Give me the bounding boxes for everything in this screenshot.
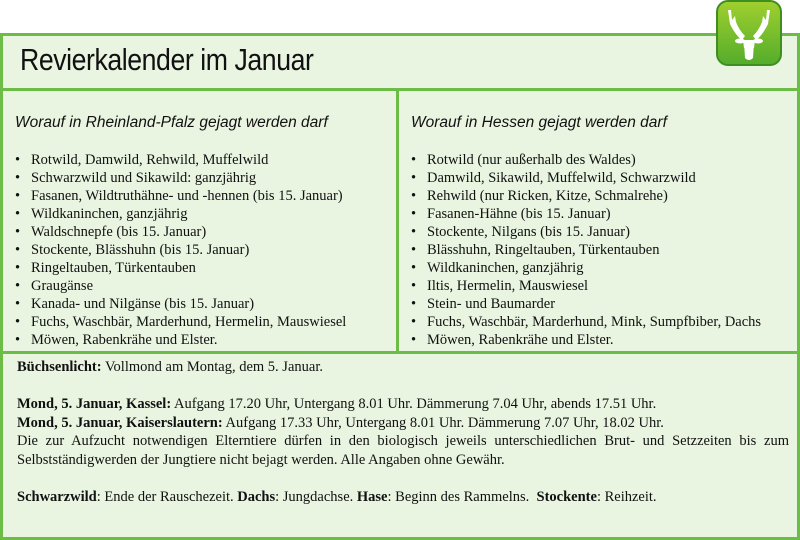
- label: Büchsenlicht:: [17, 359, 102, 375]
- buechsenlicht-line: [17, 358, 789, 377]
- list-item: • Fuchs, Waschbär, Marderhund, Mink, Sumpfbiber, Dachs: [411, 313, 761, 331]
- list-item: • Rehwild (nur Ricken, Kitze, Schmalrehe): [411, 187, 761, 205]
- wildlife-notes: [17, 488, 789, 507]
- title-row: [3, 36, 797, 91]
- label: Mond, 5. Januar, Kaiserslautern:: [17, 414, 223, 431]
- hessen-list: [411, 151, 761, 349]
- list-item: • Blässhuhn, Ringeltauben, Türkentauben: [411, 241, 761, 259]
- hessen-heading: Worauf in Hessen gejagt werden darf: [411, 114, 667, 131]
- text: Aufgang 17.20 Uhr, Untergang 8.01 Uhr. Dämmerung 7.04 Uhr, abends 17.51 Uhr.: [171, 396, 657, 412]
- list-item: • Stockente, Blässhuhn (bis 15. Januar): [15, 241, 346, 259]
- list-item: • Fasanen-Hähne (bis 15. Januar): [411, 205, 761, 223]
- list-item: • Rotwild, Damwild, Rehwild, Muffelwild: [15, 151, 346, 169]
- list-item: • Iltis, Hermelin, Mauswiesel: [411, 277, 761, 295]
- list-item: • Stein- und Baumarder: [411, 295, 761, 313]
- label: Mond, 5. Januar, Kassel:: [17, 396, 172, 412]
- list-item: • Damwild, Sikawild, Muffelwild, Schwarzwild: [411, 169, 761, 187]
- rlp-list: [15, 151, 346, 349]
- list-item: • Kanada- und Nilgänse (bis 15. Januar): [15, 295, 346, 313]
- calendar-box: [0, 33, 800, 540]
- list-item: • Möwen, Rabenkrähe und Elster.: [15, 331, 346, 349]
- text: Aufgang 17.33 Uhr, Untergang 8.01 Uhr. Dämmerung 7.07 Uhr, 18.02 Uhr.: [222, 414, 664, 431]
- rlp-heading: Worauf in Rheinland-Pfalz gejagt werden darf: [15, 114, 328, 131]
- label: Dachs: [237, 488, 276, 505]
- list-item: • Waldschnepfe (bis 15. Januar): [15, 223, 346, 241]
- rheinland-pfalz-column: [3, 91, 399, 351]
- list-item: • Wildkaninchen, ganzjährig: [411, 259, 761, 277]
- deer-head-icon: [716, 0, 782, 66]
- list-item: • Graugänse: [15, 277, 346, 295]
- list-item: • Schwarzwild und Sikawild: ganzjährig: [15, 169, 346, 187]
- text: : Jungdachse.: [275, 488, 357, 505]
- label: Hase: [356, 488, 388, 505]
- list-item: • Wildkaninchen, ganzjährig: [15, 205, 346, 223]
- list-item: • Stockente, Nilgans (bis 15. Januar): [411, 223, 761, 241]
- text: Vollmond am Montag, dem 5. Januar.: [101, 359, 323, 375]
- text: : Reihzeit.: [596, 488, 657, 505]
- list-item: • Fasanen, Wildtruthähne- und -hennen (bis 15. Januar): [15, 187, 346, 205]
- list-item: • Ringeltauben, Türkentauben: [15, 259, 346, 277]
- disclaimer: Die zur Aufzucht notwendigen Elterntiere dürfen in den biologisch jeweils unterschiedlichen Brut- und Setzzeiten bis zum Selbstständigwerden der Jungtiere nicht bejagt werden. Alle Angaben ohne Gewähr.: [17, 433, 789, 468]
- text: : Ende der Rauschezeit.: [96, 488, 238, 505]
- kassel-line: [17, 395, 789, 414]
- list-item: • Fuchs, Waschbär, Marderhund, Hermelin, Mauswiesel: [15, 313, 346, 331]
- label: Schwarzwild: [17, 488, 97, 505]
- list-item: • Rotwild (nur außerhalb des Waldes): [411, 151, 761, 169]
- hessen-column: [399, 91, 797, 351]
- label: Stockente: [536, 488, 597, 505]
- text: : Beginn des Rammelns.: [387, 488, 537, 505]
- hunting-seasons: [3, 91, 797, 354]
- kaiserslautern-line: [17, 414, 789, 433]
- list-item: • Möwen, Rabenkrähe und Elster.: [411, 331, 761, 349]
- page-title: Revierkalender im Januar: [20, 42, 314, 77]
- notes-section: [17, 358, 789, 506]
